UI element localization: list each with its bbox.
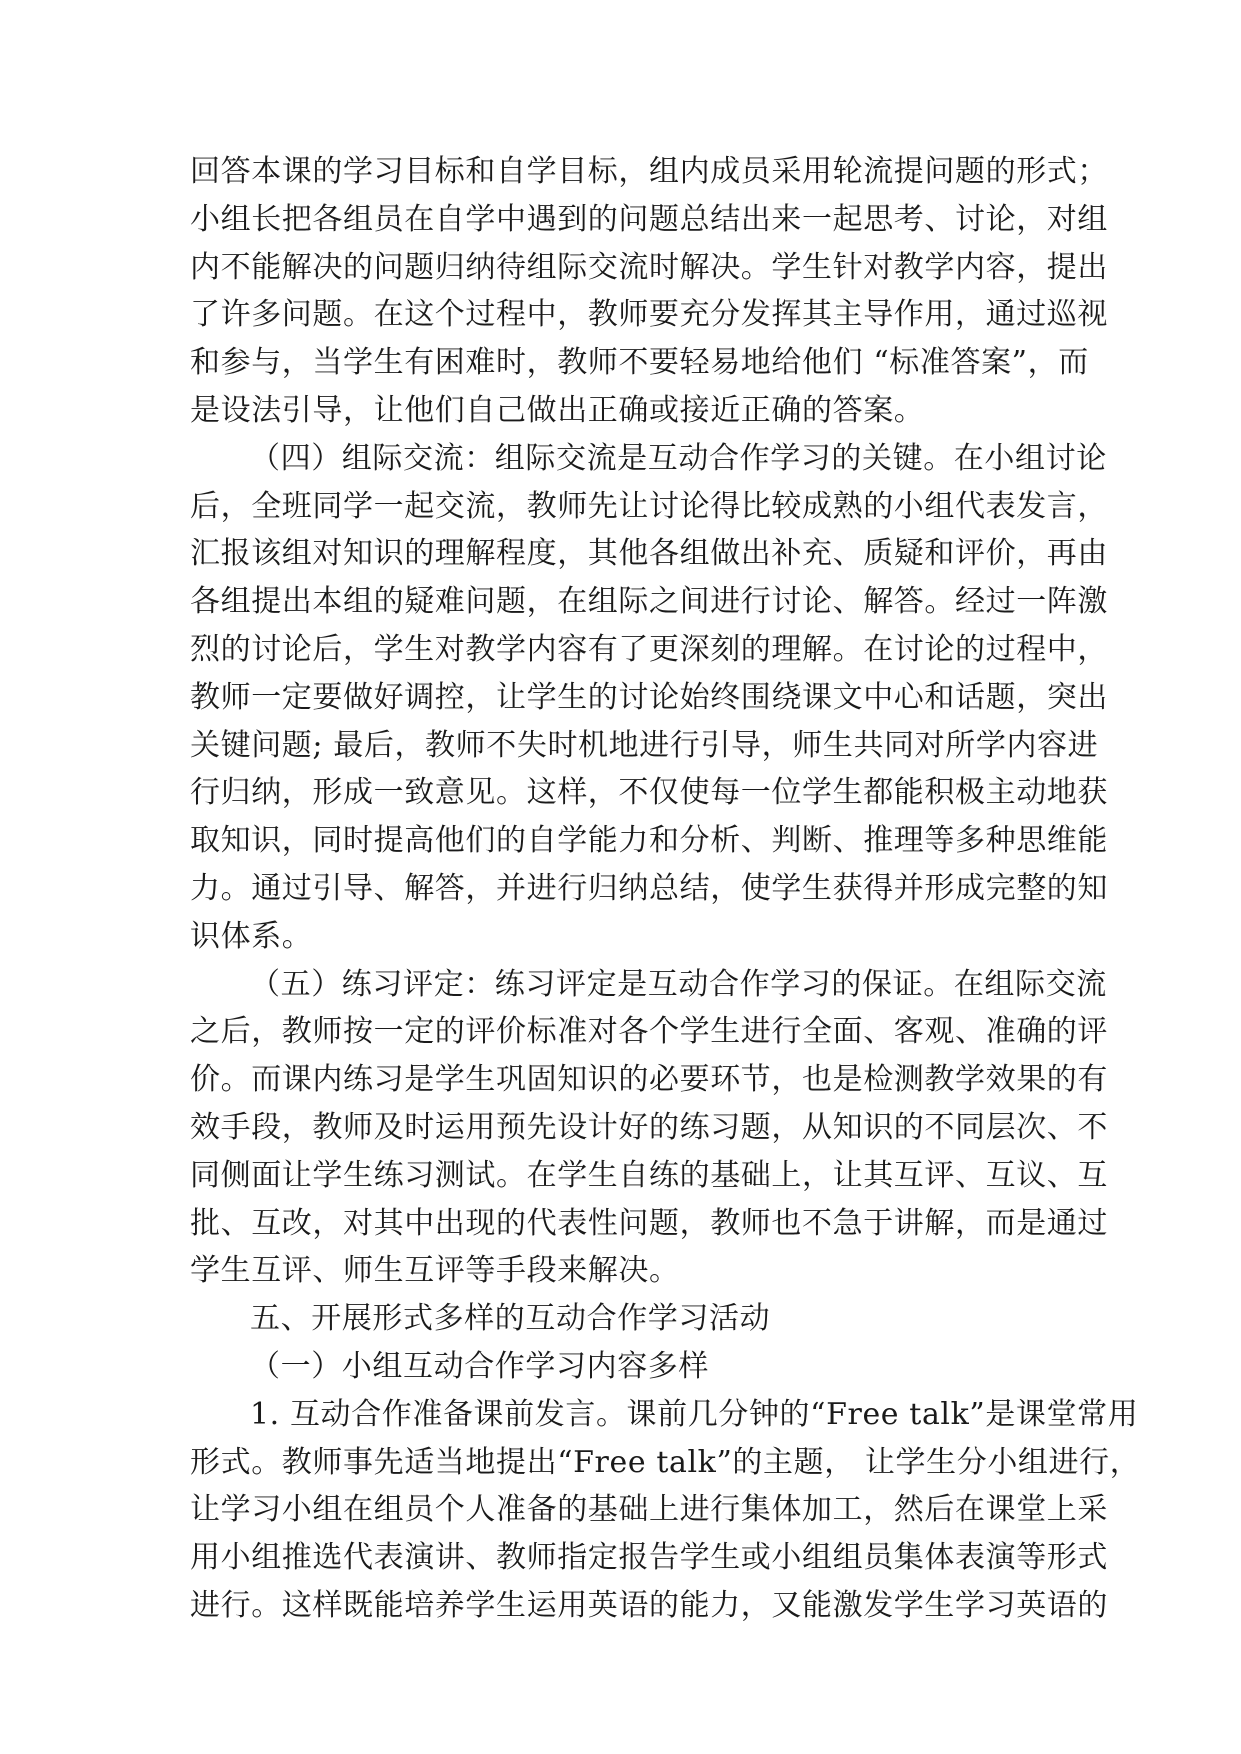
text-line: 各组提出本组的疑难问题，在组际之间进行讨论、解答。经过一阵激 (190, 584, 1108, 620)
text-line: 让学习小组在组员个人准备的基础上进行集体加工，然后在课堂上采 (190, 1492, 1108, 1528)
text-line: 后，全班同学一起交流，教师先让讨论得比较成熟的小组代表发言， (190, 488, 1108, 524)
text-line: 内不能解决的问题归纳待组际交流时解决。学生针对教学内容，提出 (190, 249, 1108, 285)
text-line: 回答本课的学习目标和自学目标，组内成员采用轮流提问题的形式； (190, 154, 1108, 189)
text-line: 进行。这样既能培养学生运用英语的能力，又能激发学生学习英语的 (190, 1587, 1108, 1623)
paragraph-heading-line: （四）组际交流：组际交流是互动合作学习的关键。在小组讨论 (250, 440, 1107, 476)
subsection-heading: （一）小组互动合作学习内容多样 (250, 1348, 709, 1384)
section-heading: 五、开展形式多样的互动合作学习活动 (250, 1301, 771, 1337)
text-line: 之后，教师按一定的评价标准对各个学生进行全面、客观、准确的评 (190, 1014, 1108, 1050)
text-line: 效手段，教师及时运用预先设计好的练习题，从知识的不同层次、不 (190, 1109, 1108, 1145)
text-line: 学生互评、师生互评等手段来解决。 (190, 1253, 680, 1289)
body-text (190, 148, 1141, 1630)
text-line: 了许多问题。在这个过程中，教师要充分发挥其主导作用，通过巡视 (190, 297, 1108, 333)
text-line: 用小组推选代表演讲、教师指定报告学生或小组组员集体表演等形式 (190, 1540, 1108, 1576)
text-line: 汇报该组对知识的理解程度，其他各组做出补充、质疑和评价，再由 (190, 536, 1108, 572)
text-line: 关键问题; 最后，教师不失时机地进行引导，师生共同对所学内容进 (190, 727, 1099, 763)
text-line: 教师一定要做好调控，让学生的讨论始终围绕课文中心和话题，突出 (190, 679, 1108, 715)
paragraph-heading-line: 1. 互动合作准备课前发言。课前几分钟的“Free talk”是课堂常用 (250, 1396, 1139, 1432)
text-line: 和参与，当学生有困难时，教师不要轻易地给他们 “标准答案”，而 (190, 345, 1089, 381)
text-line: 价。而课内练习是学生巩固知识的必要环节，也是检测教学效果的有 (190, 1062, 1108, 1098)
text-line: 小组长把各组员在自学中遇到的问题总结出来一起思考、讨论，对组 (190, 201, 1108, 237)
text-line: 是设法引导，让他们自己做出正确或接近正确的答案。 (190, 392, 925, 428)
text-line: 取知识，同时提高他们的自学能力和分析、判断、推理等多种思维能 (190, 823, 1108, 859)
text-line: 力。通过引导、解答，并进行归纳总结，使学生获得并形成完整的知 (190, 870, 1108, 906)
text-line: 烈的讨论后，学生对教学内容有了更深刻的理解。在讨论的过程中， (190, 631, 1108, 667)
paragraph-heading-line: （五）练习评定：练习评定是互动合作学习的保证。在组际交流 (250, 966, 1107, 1002)
text-line: 批、互改，对其中出现的代表性问题，教师也不急于讲解，而是通过 (190, 1205, 1108, 1241)
text-line: 形式。教师事先适当地提出“Free talk”的主题， 让学生分小组进行， (190, 1444, 1141, 1480)
text-line: 识体系。 (190, 918, 313, 954)
text-line: 同侧面让学生练习测试。在学生自练的基础上，让其互评、互议、互 (190, 1157, 1108, 1193)
text-line: 行归纳，形成一致意见。这样，不仅使每一位学生都能积极主动地获 (190, 775, 1108, 811)
